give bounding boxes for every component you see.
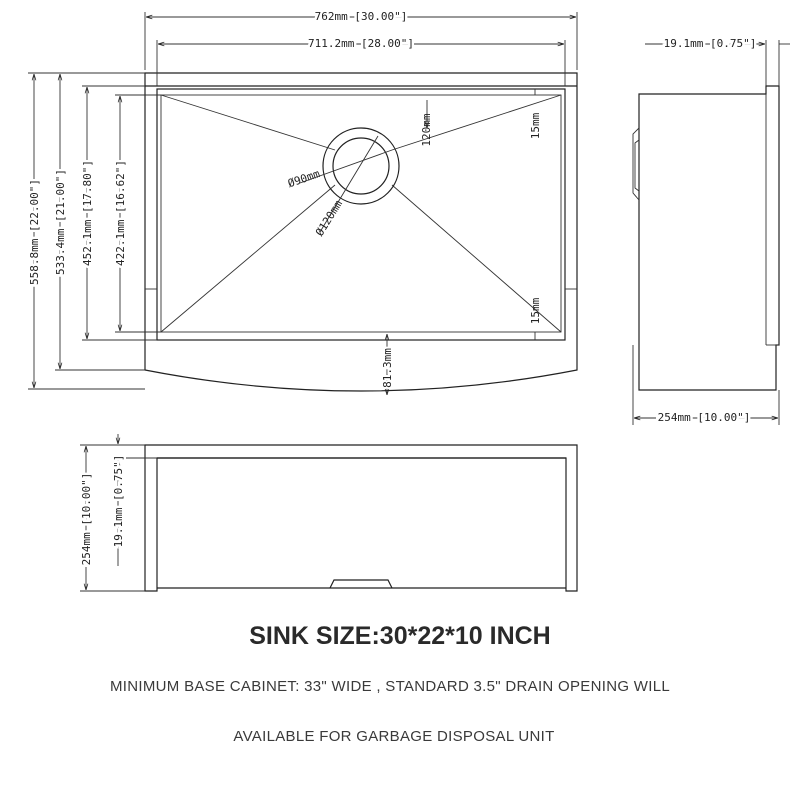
front-view [80, 434, 577, 591]
inner-width-label: 711.2mm [28.00"] [308, 37, 414, 50]
overall-width-label: 762mm [30.00"] [314, 10, 408, 23]
side-view-outline [639, 86, 779, 390]
sink-size-title: SINK SIZE:30*22*10 INCH [249, 622, 551, 650]
front-view-outline [145, 445, 577, 591]
side-view [633, 37, 790, 425]
bowl-inner-depth-label: 422.1mm [16.62"] [114, 160, 127, 266]
front-deck-label: 19.1mm [0.75"] [112, 454, 125, 548]
drain-hole [333, 138, 389, 194]
cabinet-note-line-1: MINIMUM BASE CABINET: 33" WIDE , STANDARD 3.5" DRAIN OPENING WILL [110, 678, 670, 695]
front-height-label: 254mm [10.00"] [80, 472, 93, 566]
side-height-label: 254mm [10.00"] [657, 411, 751, 424]
top-view [28, 10, 577, 395]
apron-offset-label: 81.3mm [381, 348, 394, 388]
front-depth-label: 533.4mm [21.00"] [54, 169, 67, 275]
bowl-outline [157, 89, 565, 340]
flange-diameter-label: Ø120mm [312, 197, 346, 239]
overall-depth-label: 558.8mm [22.00"] [28, 179, 41, 285]
deck-thickness-label: 19.1mm [0.75"] [663, 37, 757, 50]
drain-flange [323, 128, 399, 204]
corner-radius-top-label: 15mm [529, 112, 542, 140]
corner-radius-bottom-label: 15mm [529, 297, 542, 325]
drain-offset-label: 120mm [420, 113, 433, 147]
drain-diameter-label: Ø90mm [286, 167, 322, 191]
cabinet-note-line-2: AVAILABLE FOR GARBAGE DISPOSAL UNIT [233, 728, 555, 745]
bowl-depth-label: 452.1mm [17.80"] [81, 160, 94, 266]
sink-outline [145, 73, 577, 391]
